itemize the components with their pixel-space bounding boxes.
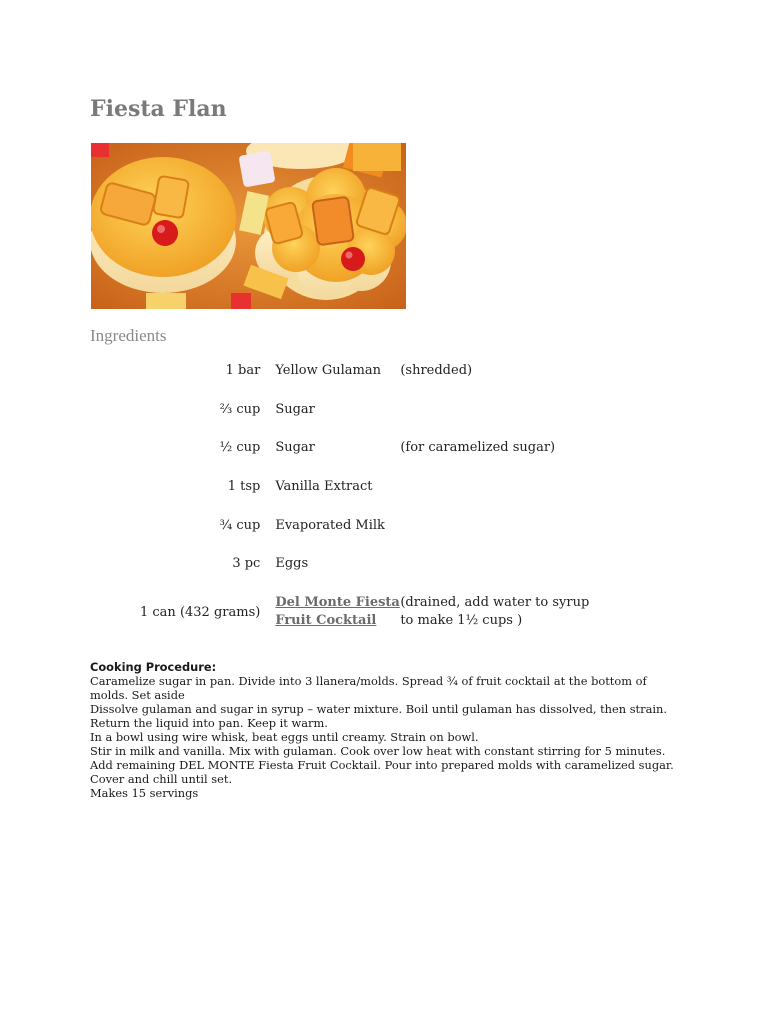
ingredient-name: Vanilla Extract xyxy=(275,478,373,494)
ingredient-name: Sugar xyxy=(275,440,315,456)
cooking-procedure xyxy=(90,660,680,800)
ingredient-qty: 1 can (432 grams) xyxy=(140,604,261,620)
fruit-cocktail-link[interactable]: Del Monte Fiesta Fruit Cocktail xyxy=(275,595,400,629)
ingredient-row xyxy=(140,390,590,429)
ingredient-name: Evaporated Milk xyxy=(275,517,385,533)
flan-photo xyxy=(91,143,406,309)
ingredient-qty: ¾ cup xyxy=(219,517,261,533)
ingredient-note: (shredded) xyxy=(400,362,473,378)
ingredient-row xyxy=(140,428,590,467)
ingredient-row xyxy=(140,467,590,506)
procedure-step: In a bowl using wire whisk, beat eggs until creamy. Strain on bowl. xyxy=(90,730,479,744)
procedure-step: Dissolve gulaman and sugar in syrup – water mixture. Boil until gulaman has dissolved, then strain. Return the liquid into pan. Keep it warm. xyxy=(90,702,667,730)
ingredient-note: (drained, add water to syrup to make 1½ cups ) xyxy=(400,595,590,629)
ingredient-name: Sugar xyxy=(275,401,315,417)
ingredient-qty: 3 pc xyxy=(232,556,261,572)
ingredient-note xyxy=(400,544,590,583)
ingredients-table xyxy=(140,351,590,641)
procedure-step: Makes 15 servings xyxy=(90,786,199,800)
recipe-title: Fiesta Flan xyxy=(90,96,227,122)
ingredient-name: Yellow Gulaman xyxy=(275,362,381,378)
ingredient-row xyxy=(140,583,590,641)
procedure-step: Add remaining DEL MONTE Fiesta Fruit Cocktail. Pour into prepared molds with caramelized sugar. Cover and chill until set. xyxy=(90,758,674,786)
ingredient-note: (for caramelized sugar) xyxy=(400,440,556,456)
ingredient-qty: 1 tsp xyxy=(227,478,261,494)
ingredient-row xyxy=(140,544,590,583)
procedure-heading: Cooking Procedure: xyxy=(90,660,217,674)
ingredient-note xyxy=(400,467,590,506)
ingredient-name: Eggs xyxy=(275,556,309,572)
ingredient-note xyxy=(400,390,590,429)
ingredient-qty: ⅔ cup xyxy=(219,401,261,417)
ingredient-qty: 1 bar xyxy=(225,362,261,378)
ingredient-row xyxy=(140,351,590,390)
ingredient-note xyxy=(400,506,590,545)
procedure-step: Caramelize sugar in pan. Divide into 3 llanera/molds. Spread ¾ of fruit cocktail at the bottom of molds. Set aside xyxy=(90,674,647,702)
ingredient-qty: ½ cup xyxy=(219,440,261,456)
ingredient-row xyxy=(140,506,590,545)
procedure-step: Stir in milk and vanilla. Mix with gulaman. Cook over low heat with constant stirring for 5 minutes. xyxy=(90,744,666,758)
ingredients-heading: Ingredients xyxy=(90,326,167,345)
